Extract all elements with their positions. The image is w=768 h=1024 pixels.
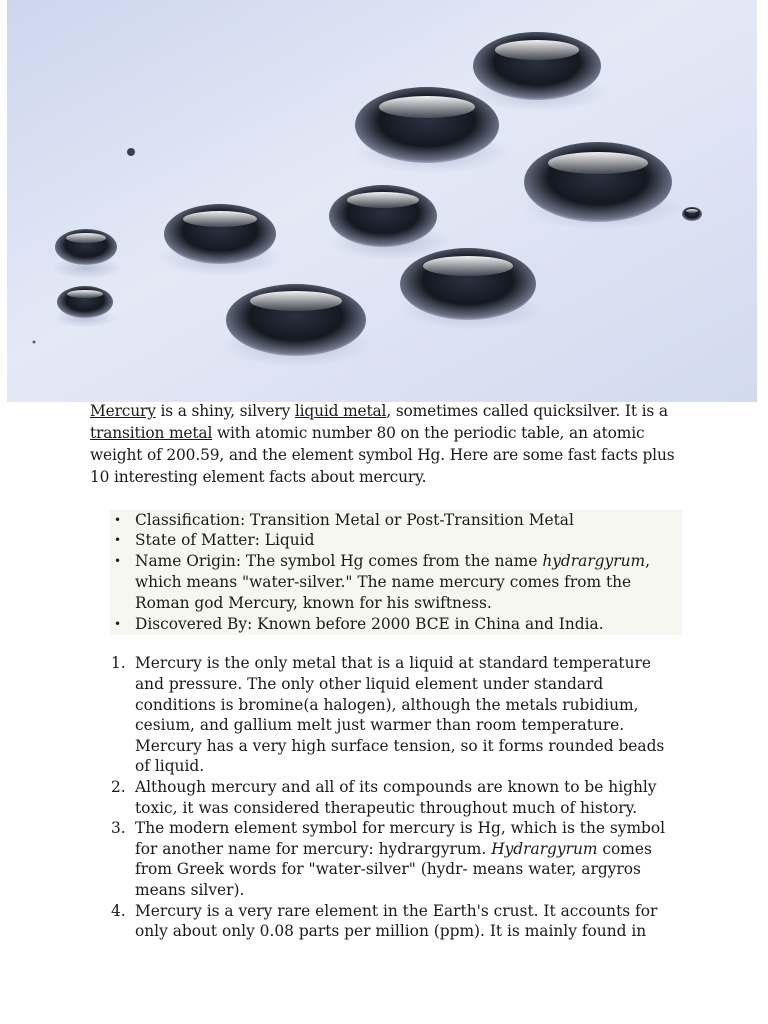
fact-classification: • Classification: Transition Metal or Post-Transition Metal bbox=[135, 510, 678, 531]
article-body bbox=[90, 401, 682, 942]
intro-paragraph bbox=[90, 401, 682, 489]
liquid-metal-link[interactable]: liquid metal bbox=[294, 402, 387, 420]
item3-em: Hydrargyrum bbox=[491, 839, 598, 858]
list-item: Although mercury and all of its compounds are known to be highly toxic, it was considered therapeutic throughout much of history. bbox=[135, 777, 657, 817]
item3-post: comes from Greek words for "water-silver" (hydr- means water, argyros means silver). bbox=[135, 839, 652, 899]
list-item: Mercury is the only metal that is a liquid at standard temperature and pressure. The only other liquid element under standard conditions is bromine(a halogen), although the metals rubidium, cesium, and gallium melt just warmer than room temperature. Mercury has a very high surface tension, so it forms rounded beads of liquid. bbox=[135, 654, 665, 776]
mercury-link[interactable]: Mercury bbox=[90, 402, 156, 420]
list-item bbox=[135, 818, 682, 900]
item3-pre: The modern element symbol for mercury is Hg, which is the symbol for another name for mercury: hydrargyrum. bbox=[135, 819, 666, 858]
fact-state: • State of Matter: Liquid bbox=[135, 530, 678, 551]
fact-origin-pre: Name Origin: The symbol Hg comes from the name bbox=[135, 552, 543, 571]
fact-discovered: • Discovered By: Known before 2000 BCE in China and India. bbox=[135, 614, 678, 635]
fact-name-origin bbox=[135, 551, 678, 613]
fact-origin-em: hydrargyrum bbox=[542, 552, 646, 571]
fast-facts-box bbox=[110, 510, 682, 636]
intro-text-3: with atomic number 80 on the periodic table, an atomic weight of 200.59, and the element symbol Hg. Here are some fast facts plus 10 interesting element facts about mercury. bbox=[90, 423, 675, 486]
fact-origin-post: , which means "water-silver." The name mercury comes from the Roman god Mercury, known for his swiftness. bbox=[135, 552, 650, 612]
intro-text-2: , sometimes called quicksilver. It is a bbox=[386, 402, 668, 420]
fast-facts-list bbox=[110, 510, 678, 635]
list-item: Mercury is a very rare element in the Earth's crust. It accounts for only about only 0.08 parts per million (ppm). It is mainly found in bbox=[135, 901, 658, 941]
mercury-droplets-photo bbox=[7, 0, 757, 402]
transition-metal-link[interactable]: transition metal bbox=[90, 423, 213, 442]
element-facts-list bbox=[90, 653, 682, 941]
intro-text-1: is a shiny, silvery bbox=[155, 402, 295, 420]
